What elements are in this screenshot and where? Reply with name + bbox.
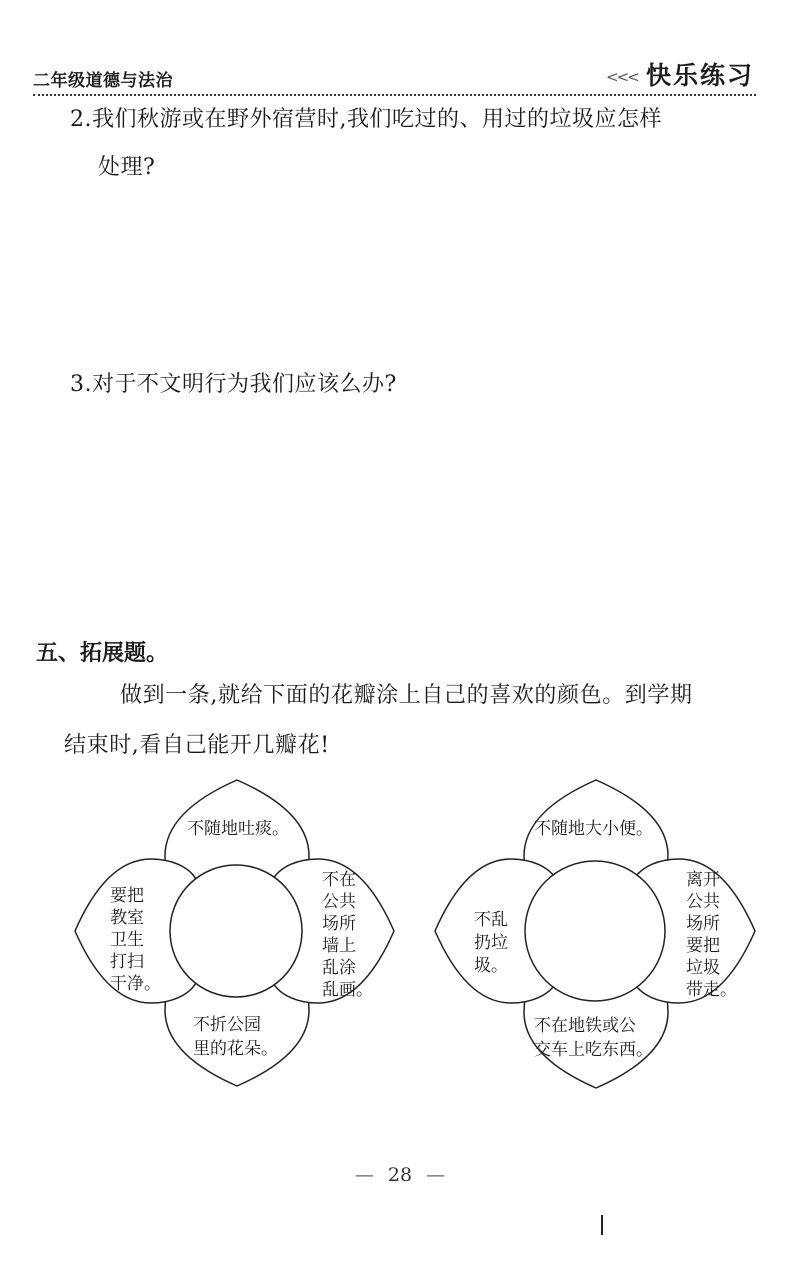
page-number-dash-right: — [426, 1164, 446, 1186]
flower-left-top-text-0: 不随地吐痰。 [187, 819, 289, 839]
flower-right-left-text-0: 不乱 [474, 910, 508, 930]
flower-left-bottom-text-1: 里的花朵。 [193, 1039, 278, 1059]
flower-left-right-text-2: 场所 [322, 914, 356, 934]
question-2-line2: 处理? [98, 155, 156, 180]
page-number-dash-left: — [354, 1164, 374, 1186]
flower-left-right-text-1: 公共 [322, 892, 356, 912]
section-5-title: 五、拓展题。 [36, 641, 169, 666]
flower-right-center [525, 861, 665, 1001]
flower-right-right-text-2: 场所 [686, 914, 720, 934]
flower-left-bottom-text-0: 不折公园 [193, 1015, 261, 1035]
flower-right-bottom-text-1: 交车上吃东西。 [534, 1040, 653, 1060]
flower-left-left-text-3: 打扫 [110, 952, 144, 972]
flower-left-right-text-0: 不在 [322, 870, 356, 890]
flower-left-left-text-0: 要把 [110, 886, 144, 906]
header-subject: 二年级道德与法治 [33, 71, 173, 91]
flower-right-left-text-1: 扔垃 [474, 933, 508, 953]
page-number [0, 1164, 800, 1186]
flower-left-left-text-4: 干净。 [110, 974, 161, 994]
page-number-value: 28 [387, 1164, 413, 1186]
flower-left-center [170, 865, 302, 997]
flower-right-bottom-text-0: 不在地铁或公 [534, 1016, 636, 1036]
flower-right-left-text-2: 圾。 [474, 956, 508, 976]
section-5-intro-line2: 结束时,看自己能开几瓣花! [64, 733, 330, 758]
flower-right-right-text-4: 垃圾 [686, 958, 720, 978]
section-5-intro-line1: 做到一条,就给下面的花瓣涂上自己的喜欢的颜色。到学期 [120, 683, 693, 708]
flower-left-right-text-3: 墙上 [322, 936, 356, 956]
flower-left-left-text-1: 教室 [110, 908, 144, 928]
header-arrows-icon: <<< [606, 68, 638, 86]
flower-left-right-text-5: 乱画。 [322, 980, 373, 1000]
flower-left-left-text-2: 卫生 [110, 930, 144, 950]
question-3: 3.对于不文明行为我们应该么办? [70, 372, 397, 397]
flower-left-right-text-4: 乱涂 [322, 958, 356, 978]
flower-right-right-text-3: 要把 [686, 936, 720, 956]
flower-right-right-text-5: 带走。 [686, 980, 737, 1000]
question-2-line1: 2.我们秋游或在野外宿营时,我们吃过的、用过的垃圾应怎样 [70, 107, 662, 132]
flower-right-right-text-1: 公共 [686, 892, 720, 912]
flower-right-top-text-0: 不随地大小便。 [534, 819, 653, 839]
page-edge-mark [601, 1215, 603, 1235]
flower-right-right-text-0: 离开 [686, 870, 720, 890]
header-title: 快乐练习 [645, 61, 754, 90]
